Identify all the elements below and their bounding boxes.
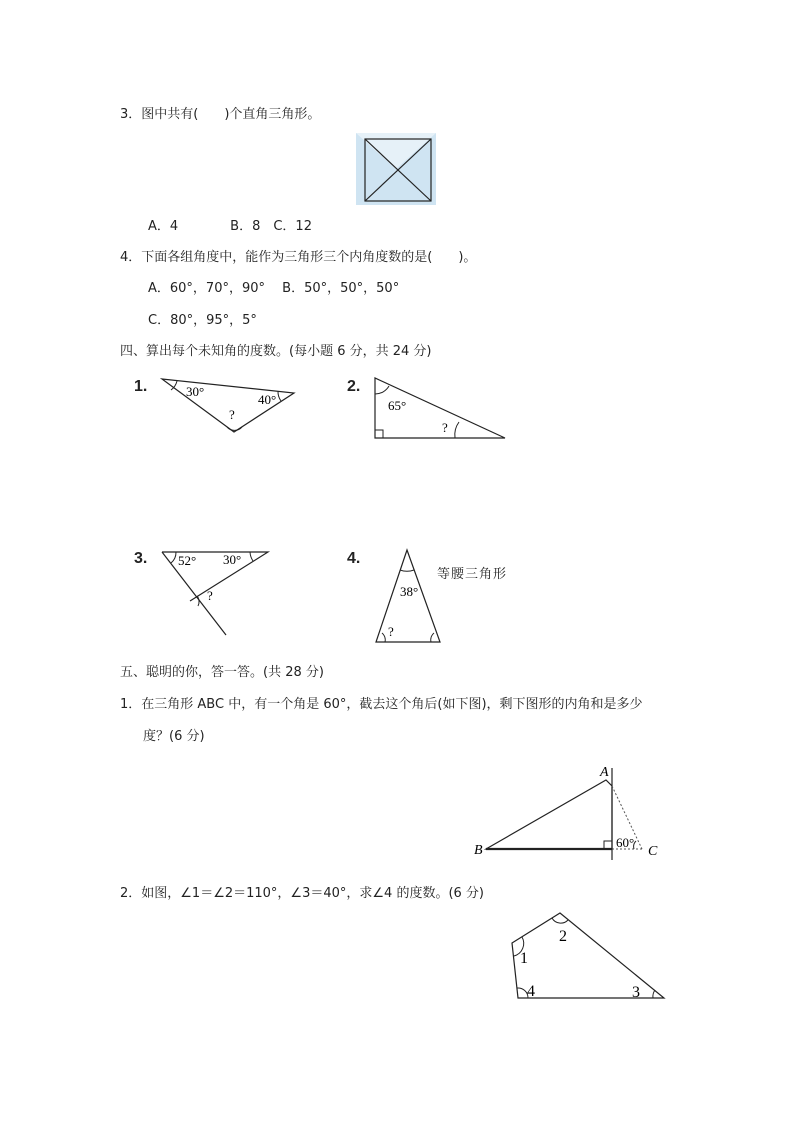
vertex-c: C [648, 844, 658, 859]
q4-stem: 4．下面各组角度中，能作为三角形三个内角度数的是( )。 [120, 250, 477, 265]
fig2-number: 2. [347, 378, 361, 395]
angle-60: 60° [616, 835, 635, 850]
angle-4: 4 [527, 983, 535, 1000]
angle-1: 1 [520, 950, 528, 967]
fig2-triangle [372, 376, 512, 442]
fig3-number: 3. [134, 550, 148, 567]
section4-heading: 四、算出每个未知角的度数。(每小题 6 分，共 24 分) [120, 344, 432, 359]
q3-options: A．4 B．8 C．12 [148, 219, 312, 234]
angle-3: 3 [632, 984, 640, 1001]
remaining-shape [486, 780, 612, 849]
vertex-b: B [474, 843, 483, 858]
fig1-angle-30: 30° [186, 384, 205, 399]
fig2-angle-unknown: ? [442, 420, 448, 435]
fig3-triangle [160, 548, 280, 640]
fig4-angle-unknown: ? [388, 624, 394, 639]
fig3-angle-52: 52° [178, 553, 197, 568]
angle-2: 2 [559, 928, 567, 945]
s5-q2-stem: 2．如图，∠1＝∠2＝110°，∠3＝40°，求∠4 的度数。(6 分) [120, 886, 485, 901]
fig3-angle-30: 30° [223, 552, 242, 567]
vertex-a: A [600, 765, 609, 780]
q4-options-c: C．80°，95°，5° [148, 313, 257, 328]
s5-q2-quadrilateral-figure [500, 908, 670, 1004]
section5-heading: 五、聪明的你，答一答。(共 28 分) [120, 665, 324, 680]
fig4-number: 4. [347, 550, 361, 567]
q4-options-ab: A．60°，70°，90° B．50°，50°，50° [148, 281, 400, 296]
fig2-angle-65: 65° [388, 398, 407, 413]
fig1-angle-unknown: ? [229, 407, 235, 422]
fig1-triangle [160, 376, 300, 436]
s5-q1-line1: 1．在三角形 ABC 中，有一个角是 60°，截去这个角后(如下图)，剩下图形的内角和是多少 [120, 697, 643, 712]
fig1-angle-40: 40° [258, 392, 277, 407]
fig1-number: 1. [134, 378, 148, 395]
fig4-angle-38: 38° [400, 584, 419, 599]
q3-square-figure [356, 133, 436, 205]
q3-stem: 3．图中共有( )个直角三角形。 [120, 107, 321, 122]
fig3-angle-unknown: ? [207, 588, 213, 603]
right-angle-mark [604, 841, 612, 849]
s5-q1-line2: 度？(6 分) [143, 729, 205, 744]
fig4-note-isosceles: 等腰三角形 [437, 567, 508, 582]
fig4-triangle [372, 546, 452, 646]
s5-q1-triangle-figure [470, 762, 670, 866]
